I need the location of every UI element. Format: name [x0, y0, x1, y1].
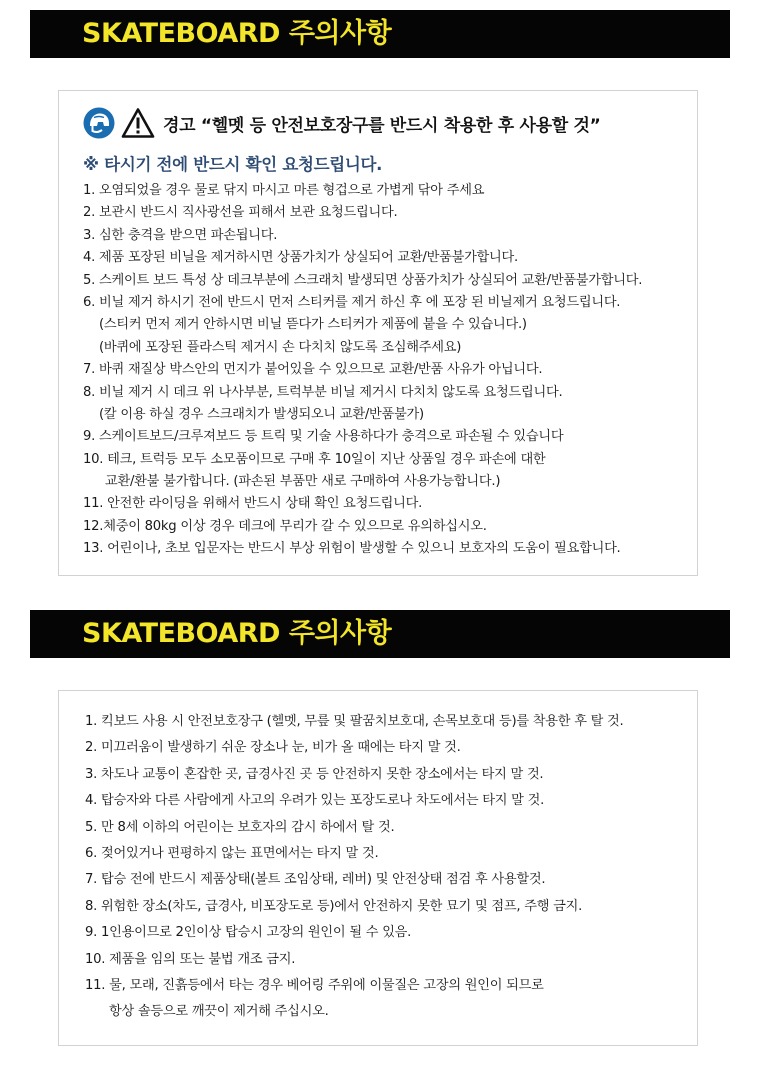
list-item: 10. 테크, 트럭등 모두 소모품이므로 구매 후 10일이 지난 상품일 경우 파손에 대한 — [83, 451, 546, 467]
list-item: 3. 차도나 교통이 혼잡한 곳, 급경사진 곳 등 안전하지 못한 장소에서는 타지 말 것. — [85, 766, 544, 782]
list-item: 7. 탑승 전에 반드시 제품상태(볼트 조임상태, 레버) 및 안전상태 점검 후 사용할것. — [85, 872, 546, 888]
list-item-sub: 교환/환불 불가합니다. (파손된 부품만 새로 구매하여 사용가능합니다.) — [105, 474, 501, 490]
list-item-sub: (스티커 먼저 제거 안하시면 비닐 뜯다가 스티커가 제품에 붙을 수 있습니다.) — [99, 317, 527, 333]
list-item: 8. 위험한 장소(차도, 급경사, 비포장도로 등)에서 안전하지 못한 묘기 및 점프, 주행 금지. — [85, 898, 583, 914]
list-item: 2. 미끄러움이 발생하기 쉬운 장소나 눈, 비가 올 때에는 타지 말 것. — [85, 740, 461, 756]
list-item: 11. 안전한 라이딩을 위해서 반드시 상태 확인 요청드립니다. — [83, 496, 423, 512]
list-item: 5. 만 8세 이하의 어린이는 보호자의 감시 하에서 탈 것. — [85, 819, 395, 835]
warning-triangle-icon — [121, 107, 153, 139]
section1-list — [83, 180, 642, 561]
list-item: 4. 제품 포장된 비닐을 제거하시면 상품가치가 상실되어 교환/반품불가합니다. — [83, 250, 518, 266]
list-item-sub: 항상 솔등으로 깨끗이 제거해 주십시오. — [109, 1004, 329, 1020]
list-item: 2. 보관시 반드시 직사광선을 피해서 보관 요청드립니다. — [83, 205, 398, 221]
section2-banner-title: SKATEBOARD 주의사항 — [82, 618, 392, 649]
section1-box — [58, 90, 698, 576]
list-item-sub: (바퀴에 포장된 플라스틱 제거시 손 다치치 않도록 조심해주세요) — [99, 339, 462, 355]
section1-banner — [30, 10, 730, 58]
list-item-sub: (칼 이용 하실 경우 스크래치가 발생되오니 교환/반품불가) — [99, 406, 424, 422]
list-item: 9. 1인용이므로 2인이상 탑승시 고장의 원인이 될 수 있음. — [85, 925, 412, 941]
list-item: 9. 스케이트보드/크루져보드 등 트릭 및 기술 사용하다가 충격으로 파손될 수 있습니다 — [83, 429, 564, 445]
list-item: 5. 스케이트 보드 특성 상 데크부분에 스크래치 발생되면 상품가치가 상실되어 교환/반품불가합니다. — [83, 272, 643, 288]
list-item: 6. 비닐 제거 하시기 전에 반드시 먼저 스티커를 제거 하신 후 에 포장 된 비닐제거 요청드립니다. — [83, 294, 621, 310]
section1-banner-title: SKATEBOARD 주의사항 — [82, 18, 392, 49]
list-item: 8. 비닐 제거 시 데크 위 나사부분, 트럭부분 비닐 제거시 다치치 않도록 요청드립니다. — [83, 384, 563, 400]
list-item: 7. 바퀴 재질상 박스안의 먼지가 붙어있을 수 있으므로 교환/반품 사유가 아닙니다. — [83, 362, 543, 378]
warning-text: 경고 “헬멧 등 안전보호장구를 반드시 착용한 후 사용할 것” — [163, 115, 601, 136]
warning-row — [83, 105, 601, 141]
section2-banner — [30, 610, 730, 658]
list-item: 11. 물, 모래, 진흙등에서 타는 경우 베어링 주위에 이물질은 고장의 원인이 되므로 — [85, 977, 544, 993]
section2-list — [85, 709, 624, 1026]
section2-box — [58, 690, 698, 1046]
list-item: 6. 젖어있거나 편평하지 않는 표면에서는 타지 말 것. — [85, 845, 379, 861]
list-item: 1. 오염되었을 경우 물로 닦지 마시고 마른 형겁으로 가볍게 닦아 주세요 — [83, 183, 485, 198]
list-item: 3. 심한 충격을 받으면 파손됩니다. — [83, 227, 278, 243]
notice-heading: ※ 타시기 전에 반드시 확인 요청드립니다. — [83, 155, 383, 174]
list-item: 12.체중이 80kg 이상 경우 데크에 무리가 갈 수 있으므로 유의하십시오. — [83, 518, 487, 534]
list-item: 13. 어린이나, 초보 입문자는 반드시 부상 위험이 발생할 수 있으니 보호자의 도움이 필요합니다. — [83, 541, 621, 557]
list-item: 4. 탑승자와 다른 사람에게 사고의 우려가 있는 포장도로나 차도에서는 타지 말 것. — [85, 793, 545, 809]
list-item: 10. 제품을 임의 또는 불법 개조 금지. — [85, 951, 296, 967]
list-item: 1. 킥보드 사용 시 안전보호장구 (헬멧, 무릎 및 팔꿈치보호대, 손목보호대 등)를 착용한 후 탈 것. — [85, 714, 624, 729]
helmet-icon — [83, 107, 115, 139]
